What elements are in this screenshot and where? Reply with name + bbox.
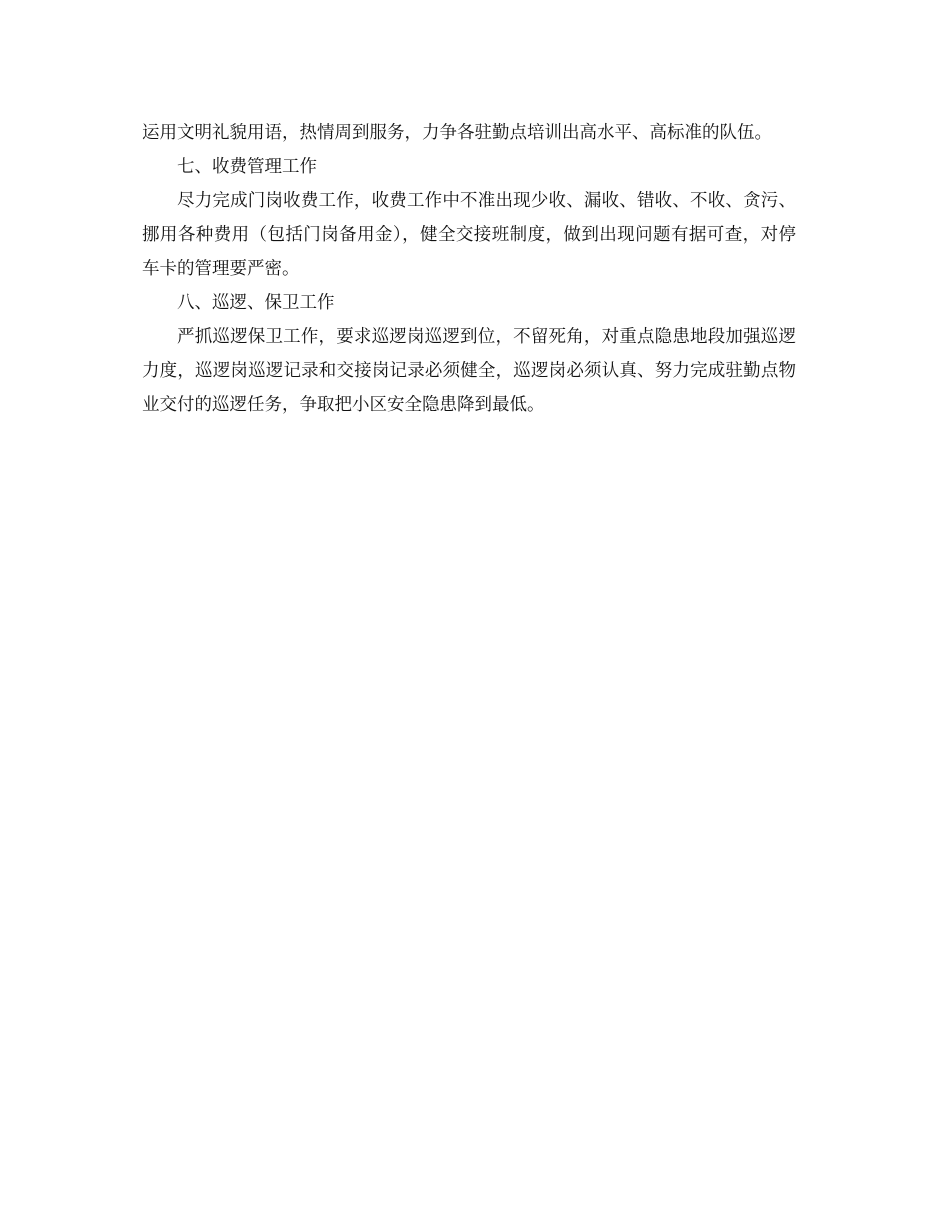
paragraph-continuation: 运用文明礼貌用语，热情周到服务，力争各驻勤点培训出高水平、高标准的队伍。 — [142, 123, 772, 143]
section-heading-fee-management: 七、收费管理工作 — [177, 157, 317, 177]
paragraph-patrol-security: 严抓巡逻保卫工作，要求巡逻岗巡逻到位，不留死角，对重点隐患地段加强巡逻力度，巡逻岗巡逻记录和交接岗记录必须健全，巡逻岗必须认真、努力完成驻勤点物业交付的巡逻任务，争取把小区安全隐患降到最低。 — [142, 327, 796, 415]
paragraph-fee-management: 尽力完成门岗收费工作，收费工作中不准出现少收、漏收、错收、不收、贪污、挪用各种费用（包括门岗备用金），健全交接班制度，做到出现问题有据可查，对停车卡的管理要严密。 — [142, 191, 796, 279]
document-body — [142, 116, 796, 422]
section-heading-patrol-security: 八、巡逻、保卫工作 — [177, 293, 335, 313]
